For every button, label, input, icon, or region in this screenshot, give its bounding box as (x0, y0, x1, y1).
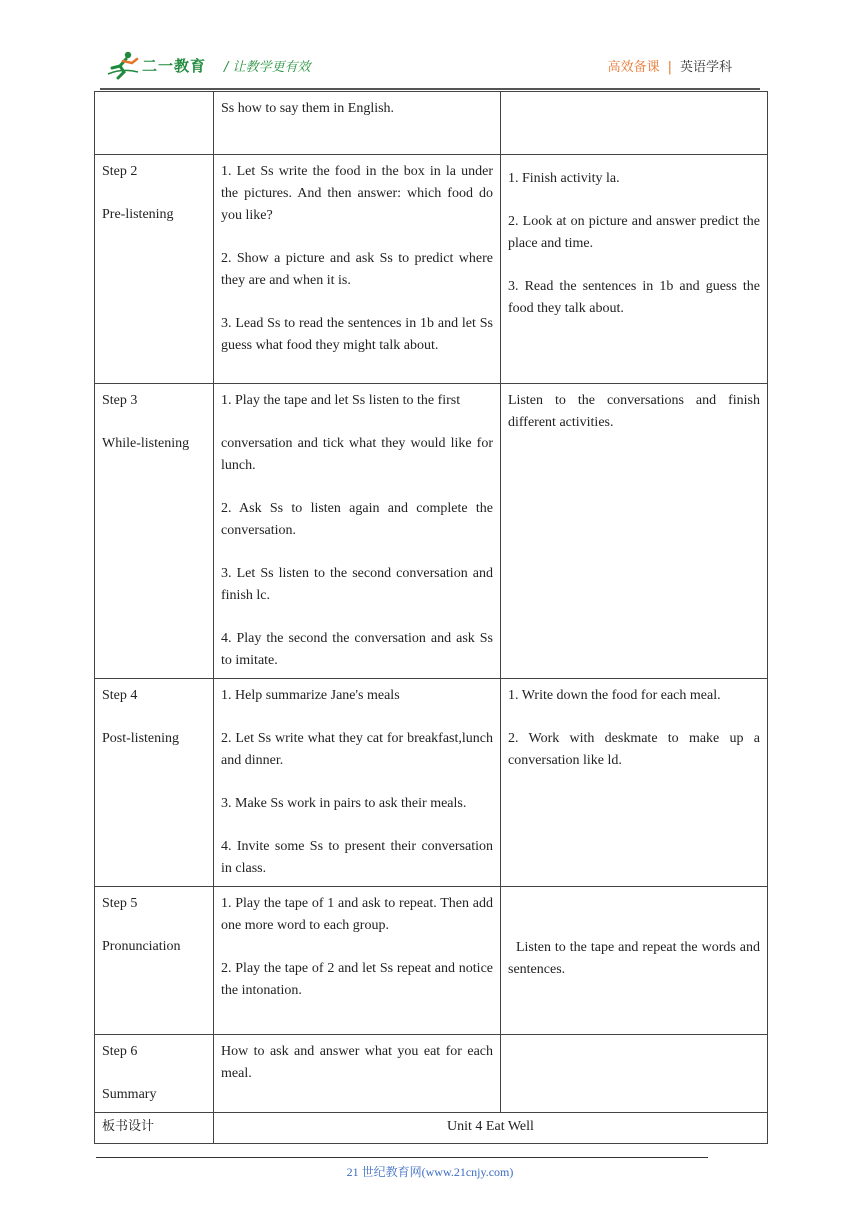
spacer (102, 183, 206, 204)
step-number: Step 2 (102, 164, 138, 179)
teacher-text: 3. Let Ss listen to the second conversation and finish lc. (221, 566, 493, 603)
spacer (221, 477, 493, 498)
step-stage: Summary (102, 1087, 157, 1102)
logo (106, 50, 206, 80)
teacher-text: 3. Make Ss work in pairs to ask their meals. (221, 796, 467, 811)
spacer (221, 707, 493, 728)
board-design-label-cell (95, 1113, 214, 1144)
teacher-text: 1. Play the tape and let Ss listen to the first (221, 393, 461, 408)
table-row (95, 92, 768, 155)
teacher-activity-cell (214, 887, 501, 1035)
teacher-activity-cell (214, 1035, 501, 1113)
student-activity-cell (501, 887, 768, 1035)
step-stage: Post-listening (102, 731, 180, 746)
footer-text: 21 世纪教育网(www.21cnjy.com) (346, 1165, 514, 1179)
runner-logo-icon (106, 50, 140, 80)
student-activity-cell (501, 155, 768, 384)
student-text: 2. Look at on picture and answer predict the place and time. (508, 214, 760, 251)
student-activity-cell (501, 92, 768, 155)
step-cell (95, 1035, 214, 1113)
spacer (221, 815, 493, 836)
spacer (221, 412, 493, 433)
subject-tags (608, 56, 732, 75)
board-design-content: Unit 4 Eat Well (447, 1119, 534, 1134)
spacer (221, 772, 493, 793)
spacer (508, 255, 760, 276)
step-stage: Pronunciation (102, 939, 181, 954)
teacher-text: How to ask and answer what you eat for each meal. (221, 1044, 493, 1081)
teacher-text: 2. Ask Ss to listen again and complete the conversation. (221, 501, 493, 538)
teacher-text: 1. Let Ss write the food in the box in la under the pictures. And then answer: which food do you like? (221, 164, 493, 223)
page-header (100, 44, 760, 88)
student-activity-cell (501, 1035, 768, 1113)
tag-efficient-prep: 高效备课 (607, 60, 660, 75)
table-row (95, 384, 768, 679)
spacer (221, 292, 493, 313)
footer-divider (96, 1157, 708, 1158)
student-text: 1. Write down the food for each meal. (508, 688, 721, 703)
teacher-activity-cell (214, 155, 501, 384)
teacher-text: 2. Play the tape of 2 and let Ss repeat and notice the intonation. (221, 961, 493, 998)
teacher-text: conversation and tick what they would like for lunch. (221, 436, 493, 473)
student-text: 3. Read the sentences in 1b and guess the food they talk about. (508, 279, 760, 316)
lesson-plan-table (94, 91, 768, 1144)
spacer (102, 412, 206, 433)
table-row (95, 887, 768, 1035)
step-cell (95, 887, 214, 1035)
teacher-text: 1. Help summarize Jane's meals (221, 688, 400, 703)
spacer (508, 190, 760, 211)
student-text: 2. Work with deskmate to make up a conversation like ld. (508, 731, 760, 768)
table-row (95, 1113, 768, 1144)
board-design-label: 板书设计 (102, 1119, 155, 1134)
teacher-activity-cell (214, 92, 501, 155)
teacher-text: 4. Invite some Ss to present their conversation in class. (221, 839, 493, 876)
board-design-content-cell (214, 1113, 768, 1144)
step-stage: Pre-listening (102, 207, 174, 222)
table-row (95, 679, 768, 887)
student-activity-cell (501, 679, 768, 887)
teacher-text: 2. Show a picture and ask Ss to predict where they are and when it is. (221, 251, 493, 288)
teacher-text: 3. Lead Ss to read the sentences in 1b and let Ss guess what food they might talk about. (221, 316, 493, 353)
step-cell (95, 384, 214, 679)
table-row (95, 1035, 768, 1113)
table-row (95, 155, 768, 384)
teacher-text: 1. Play the tape of 1 and ask to repeat. Then add one more word to each group. (221, 896, 493, 933)
step-cell (95, 679, 214, 887)
step-number: Step 3 (102, 393, 138, 408)
step-stage: While-listening (102, 436, 190, 451)
teacher-text: 4. Play the second the conversation and ask Ss to imitate. (221, 631, 493, 668)
student-text: Listen to the conversations and finish different activities. (508, 393, 760, 430)
logo-text: 二一教育 (142, 56, 207, 75)
spacer (508, 707, 760, 728)
step-number: Step 6 (102, 1044, 138, 1059)
spacer (102, 915, 206, 936)
teacher-activity-cell (214, 679, 501, 887)
student-activity-cell (501, 384, 768, 679)
spacer (221, 542, 493, 563)
student-text: 1. Finish activity la. (508, 171, 620, 186)
tag-separator: | (667, 60, 672, 75)
slogan: / 让教学更有效 (224, 60, 311, 75)
spacer (221, 937, 493, 958)
spacer (102, 707, 206, 728)
teacher-text: Ss how to say them in English. (221, 101, 395, 116)
spacer (221, 607, 493, 628)
step-number: Step 4 (102, 688, 138, 703)
teacher-text: 2. Let Ss write what they cat for breakfast,lunch and dinner. (221, 731, 493, 768)
step-cell (95, 92, 214, 155)
teacher-activity-cell (214, 384, 501, 679)
spacer (221, 227, 493, 248)
tag-english-subject: 英语学科 (679, 60, 732, 75)
step-cell (95, 155, 214, 384)
header-divider (100, 88, 760, 90)
student-text: Listen to the tape and repeat the words and sentences. (508, 940, 764, 977)
spacer (102, 1063, 206, 1084)
step-number: Step 5 (102, 896, 138, 911)
